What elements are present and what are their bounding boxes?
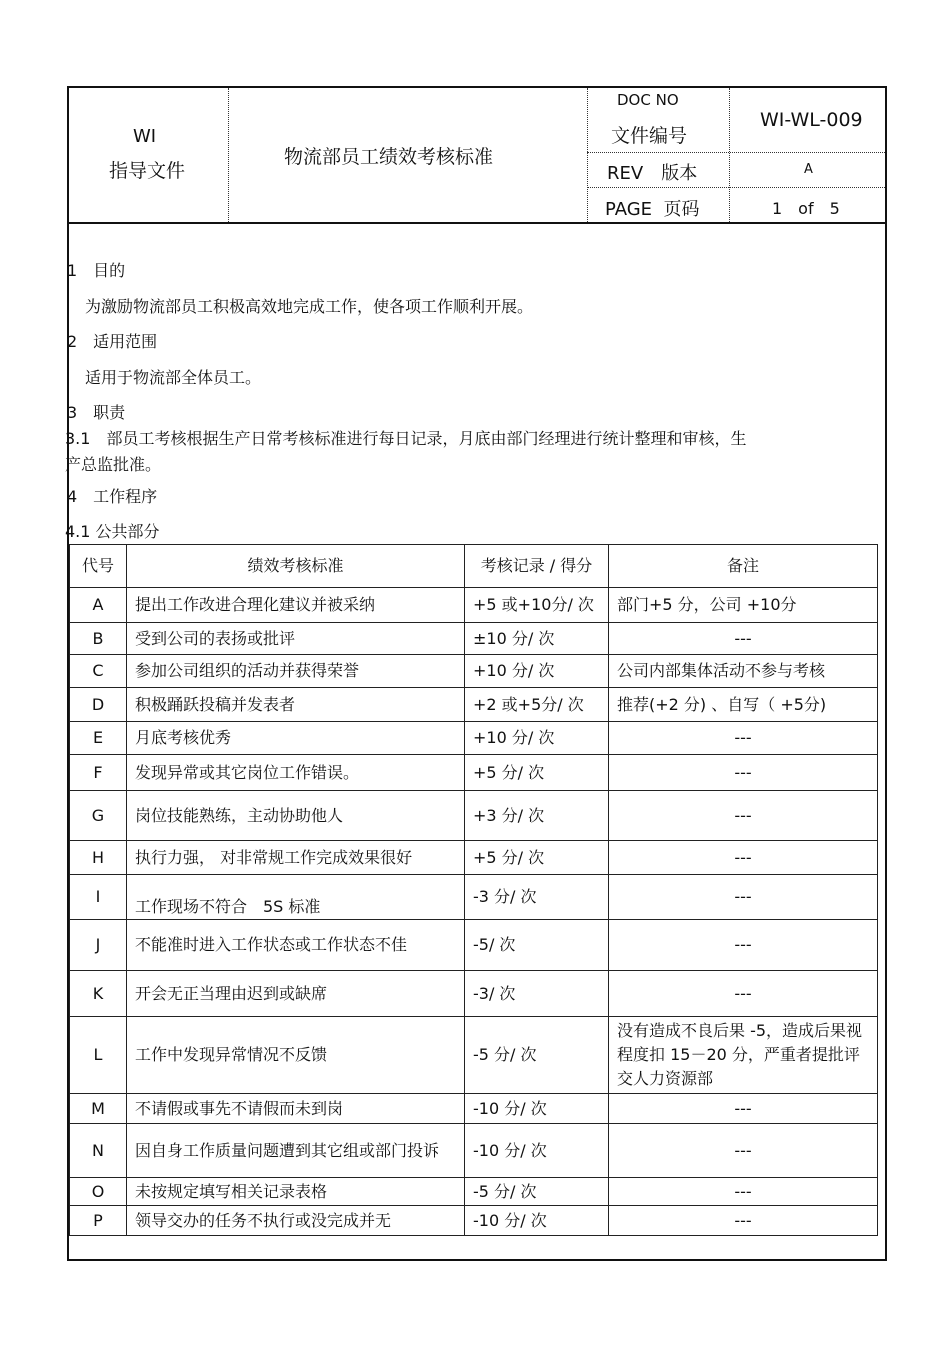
- table-row: [70, 875, 878, 920]
- table-row: [70, 1124, 878, 1178]
- header-divider: [729, 88, 730, 222]
- table-row: [70, 588, 878, 623]
- row-standard: 领导交办的任务不执行或没完成并无: [127, 1206, 465, 1236]
- row-note: ---: [609, 791, 878, 841]
- row-score: +3 分/ 次: [465, 791, 609, 841]
- page-label: PAGE 页码: [605, 199, 700, 220]
- row-code: E: [70, 722, 127, 755]
- row-score: +5 分/ 次: [465, 755, 609, 791]
- row-note: 公司内部集体活动不参与考核: [609, 655, 878, 688]
- row-standard: 不能准时进入工作状态或工作状态不佳: [127, 920, 465, 971]
- row-note: ---: [609, 971, 878, 1017]
- table-row: [70, 971, 878, 1017]
- row-standard: 工作中发现异常情况不反馈: [127, 1017, 465, 1094]
- doc-no-value: WI-WL-009: [760, 109, 863, 131]
- row-code: H: [70, 841, 127, 875]
- row-code: P: [70, 1206, 127, 1236]
- row-score: -3 分/ 次: [465, 875, 609, 920]
- table-row: [70, 1178, 878, 1206]
- row-standard: 月底考核优秀: [127, 722, 465, 755]
- row-score: ±10 分/ 次: [465, 623, 609, 655]
- row-score: -5 分/ 次: [465, 1017, 609, 1094]
- row-score: -10 分/ 次: [465, 1094, 609, 1124]
- section-1-text: 为激励物流部员工积极高效地完成工作，使各项工作顺利开展。: [85, 297, 534, 316]
- doc-no-label-en: DOC NO: [617, 91, 679, 109]
- header-note: 备注: [609, 545, 878, 588]
- page-value: 1 of 5: [772, 199, 840, 218]
- row-standard: 参加公司组织的活动并获得荣誉: [127, 655, 465, 688]
- row-code: L: [70, 1017, 127, 1094]
- row-note: 推荐(+2 分) 、自写（ +5分): [609, 688, 878, 722]
- section-2-text: 适用于物流部全体员工。: [85, 368, 262, 387]
- row-note: 部门+5 分，公司 +10分: [609, 588, 878, 623]
- row-score: +2 或+5分/ 次: [465, 688, 609, 722]
- rev-value: A: [804, 162, 813, 177]
- row-code: C: [70, 655, 127, 688]
- row-score: -10 分/ 次: [465, 1206, 609, 1236]
- row-note: 没有造成不良后果 -5，造成后果视程度扣 15－20 分，严重者提批评交人力资源部: [609, 1017, 878, 1094]
- header-divider: [587, 152, 885, 153]
- row-code: M: [70, 1094, 127, 1124]
- table-row: [70, 920, 878, 971]
- row-standard: 岗位技能熟练，主动协助他人: [127, 791, 465, 841]
- row-note: ---: [609, 1124, 878, 1178]
- table-row: [70, 755, 878, 791]
- row-score: -5/ 次: [465, 920, 609, 971]
- row-note: ---: [609, 841, 878, 875]
- section-1-title: 1 目的: [67, 261, 126, 280]
- header-wi: WI: [133, 126, 157, 147]
- row-standard: 积极踊跃投稿并发表者: [127, 688, 465, 722]
- header-guide: 指导文件: [109, 160, 186, 182]
- section-4-title: 4 工作程序: [67, 487, 158, 506]
- table-row: [70, 1017, 878, 1094]
- header-divider: [587, 187, 885, 188]
- row-score: +5 分/ 次: [465, 841, 609, 875]
- row-code: J: [70, 920, 127, 971]
- row-standard: 提出工作改进合理化建议并被采纳: [127, 588, 465, 623]
- row-code: A: [70, 588, 127, 623]
- table-row: [70, 623, 878, 655]
- header-code: 代号: [70, 545, 127, 588]
- row-note: ---: [609, 755, 878, 791]
- row-standard: 执行力强， 对非常规工作完成效果很好: [127, 841, 465, 875]
- page-title: 物流部员工绩效考核标准: [284, 146, 494, 168]
- row-score: +5 或+10分/ 次: [465, 588, 609, 623]
- header-score: 考核记录 / 得分: [465, 545, 609, 588]
- table-row: [70, 688, 878, 722]
- section-2-title: 2 适用范围: [67, 332, 158, 351]
- row-standard: 开会无正当理由迟到或缺席: [127, 971, 465, 1017]
- row-standard: 因自身工作质量问题遭到其它组或部门投诉: [127, 1124, 465, 1178]
- row-note: ---: [609, 1094, 878, 1124]
- row-code: K: [70, 971, 127, 1017]
- row-standard: 发现异常或其它岗位工作错误。: [127, 755, 465, 791]
- table-row: [70, 841, 878, 875]
- row-standard: 不请假或事先不请假而未到岗: [127, 1094, 465, 1124]
- row-score: +10 分/ 次: [465, 655, 609, 688]
- row-code: D: [70, 688, 127, 722]
- header-divider: [587, 88, 588, 222]
- header-standard: 绩效考核标准: [127, 545, 465, 588]
- table-row: [70, 655, 878, 688]
- row-score: +10 分/ 次: [465, 722, 609, 755]
- row-code: N: [70, 1124, 127, 1178]
- row-note: ---: [609, 1206, 878, 1236]
- row-code: B: [70, 623, 127, 655]
- table-row: [70, 1206, 878, 1236]
- row-score: -10 分/ 次: [465, 1124, 609, 1178]
- doc-no-label-cn: 文件编号: [611, 125, 688, 147]
- row-note: ---: [609, 920, 878, 971]
- section-3-text-line2: 产总监批准。: [65, 455, 162, 474]
- header-divider: [228, 88, 229, 222]
- row-note: ---: [609, 722, 878, 755]
- table-row: [70, 1094, 878, 1124]
- row-note: ---: [609, 623, 878, 655]
- row-note: ---: [609, 1178, 878, 1206]
- row-note: ---: [609, 875, 878, 920]
- row-standard: 工作现场不符合 5S 标准: [127, 875, 465, 920]
- table-row: [70, 722, 878, 755]
- header-bottom-rule: [67, 222, 887, 224]
- section-3-title: 3 职责: [67, 403, 126, 422]
- section-4-1-title: 4.1 公共部分: [65, 522, 160, 541]
- row-score: -5 分/ 次: [465, 1178, 609, 1206]
- rev-label: REV 版本: [607, 163, 698, 184]
- row-standard: 未按规定填写相关记录表格: [127, 1178, 465, 1206]
- row-code: G: [70, 791, 127, 841]
- row-code: I: [70, 875, 127, 920]
- table-row: [70, 791, 878, 841]
- row-standard: 受到公司的表扬或批评: [127, 623, 465, 655]
- performance-table: [69, 544, 878, 1236]
- section-3-text-line1: 3.1 部员工考核根据生产日常考核标准进行每日记录，月底由部门经理进行统计整理和审核，生: [65, 429, 747, 448]
- row-code: F: [70, 755, 127, 791]
- row-code: O: [70, 1178, 127, 1206]
- table-header-row: [70, 545, 878, 588]
- row-score: -3/ 次: [465, 971, 609, 1017]
